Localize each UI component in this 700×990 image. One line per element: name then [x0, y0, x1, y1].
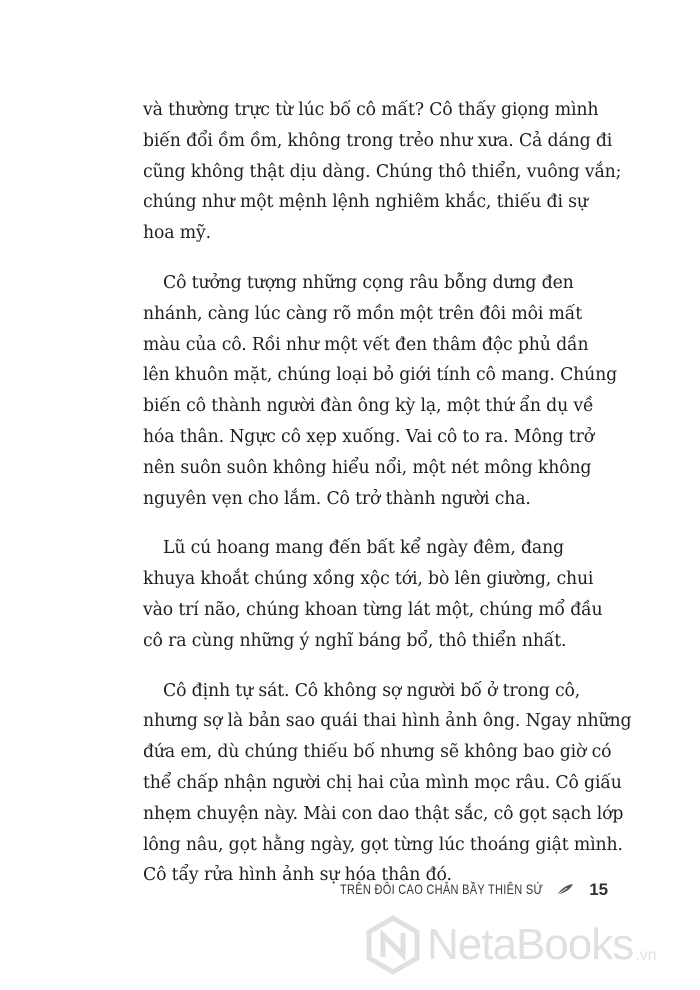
text-line: Cô tẩy rửa hình ảnh sự hóa thân đó. — [143, 865, 452, 886]
running-title: TRÊN ĐÔI CAO CHÂN BẦY THIÊN SỨ — [340, 882, 544, 898]
text-line: đứa em, dù chúng thiếu bố nhưng sẽ không bao giờ có — [143, 742, 612, 763]
text-line: nhẹm chuyện này. Mài con dao thật sắc, cô gọt sạch lớp — [143, 803, 624, 824]
text-line: nhưng sợ là bản sao quái thai hình ảnh ông. Ngay những — [143, 711, 632, 732]
text-line: biến đổi ồm ồm, không trong trẻo như xưa. Cả dáng đi — [143, 130, 613, 151]
text-line: hoa mỹ. — [143, 223, 211, 244]
watermark-brand: NetaBooks — [427, 920, 634, 969]
paragraph-2 — [143, 268, 618, 514]
paragraph-gap — [143, 249, 573, 268]
text-line: nhánh, càng lúc càng rõ mồn một trên đôi môi mất — [143, 303, 583, 324]
paragraph-3 — [143, 533, 603, 656]
text-line: Cô tưởng tượng những cọng râu bỗng dưng đen — [163, 272, 574, 293]
paragraph-gap — [143, 657, 573, 676]
text-line: cô ra cùng những ý nghĩ báng bổ, thô thiển nhất. — [143, 630, 567, 651]
paragraph-1 — [143, 95, 622, 249]
page-number: 15 — [589, 880, 609, 899]
text-line: thể chấp nhận người chị hai của mình mọc râu. Cô giấu — [143, 772, 622, 793]
text-line: Cô định tự sát. Cô không sợ người bố ở trong cô, — [163, 680, 581, 701]
text-line: khuya khoắt chúng xồng xộc tới, bò lên giường, chui — [143, 569, 594, 590]
text-line: cũng không thật dịu dàng. Chúng thô thiển, vuông vắn; — [143, 161, 622, 182]
watermark — [365, 915, 657, 975]
text-line: biến cô thành người đàn ông kỳ lạ, một thứ ẩn dụ về — [143, 396, 594, 417]
text-line: Lũ cú hoang mang đến bất kể ngày đêm, đang — [163, 538, 564, 559]
text-line: nguyên vẹn cho lắm. Cô trở thành người cha. — [143, 488, 531, 509]
text-line: chúng như một mệnh lệnh nghiêm khắc, thiếu đi sự — [143, 192, 588, 213]
text-line: vào trí não, chúng khoan từng lát một, chúng mổ đầu — [143, 599, 603, 620]
page-footer — [340, 878, 608, 902]
paragraph-gap — [143, 514, 573, 533]
netabooks-logo-icon — [365, 915, 421, 975]
watermark-suffix: .vn — [635, 947, 657, 964]
text-line: nên suôn suôn không hiểu nổi, một nét mông không — [143, 457, 592, 478]
text-line: lông nâu, gọt hằng ngày, gọt từng lúc thoáng giật mình. — [143, 834, 623, 855]
text-line: lên khuôn mặt, chúng loại bỏ giới tính cô mang. Chúng — [143, 365, 618, 386]
feather-icon — [555, 883, 575, 897]
text-line: màu của cô. Rồi như một vết đen thâm độc phủ dần — [143, 334, 589, 355]
text-line: và thường trực từ lúc bố cô mất? Cô thấy giọng mình — [143, 100, 599, 120]
text-line: hóa thân. Ngực cô xẹp xuống. Vai cô to ra. Mông trở — [143, 426, 594, 447]
